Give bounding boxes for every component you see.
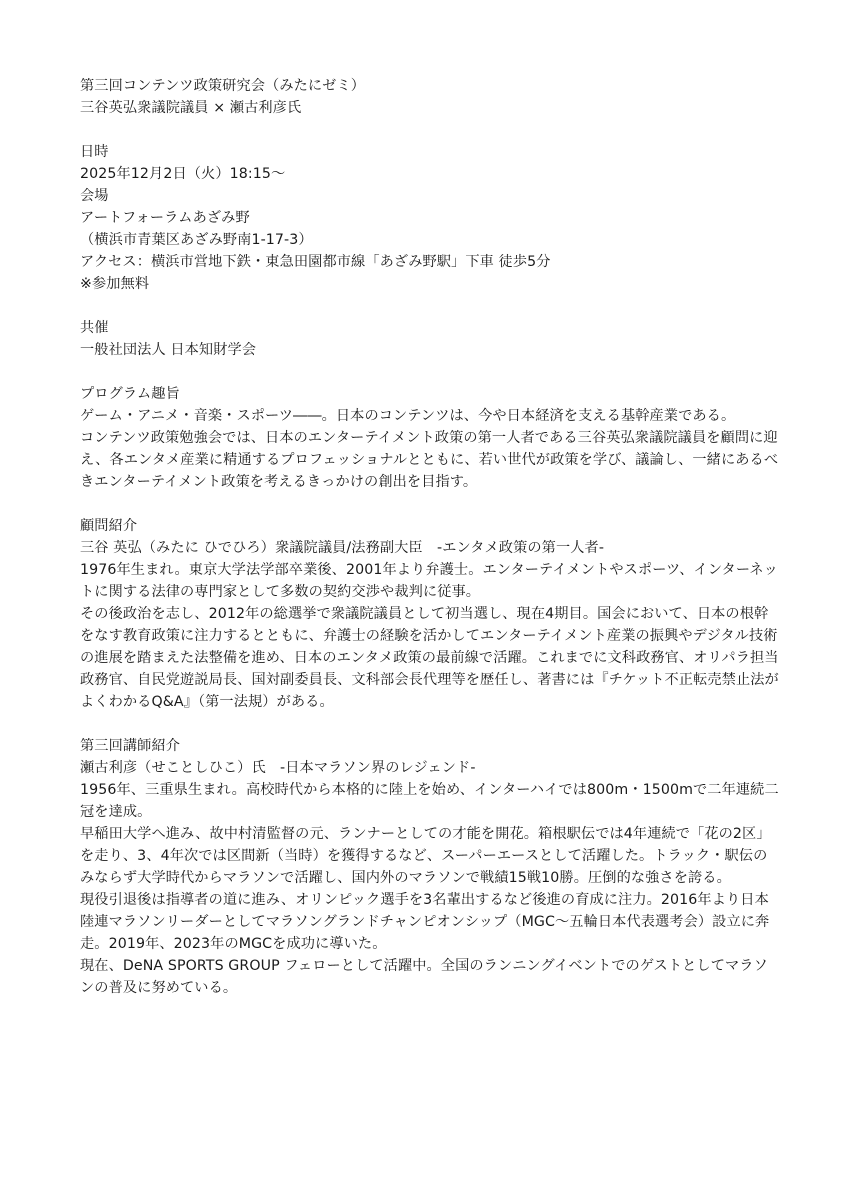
lecturer-bio-3: 現役引退後は指導者の道に進み、オリンピック選手を3名輩出するなど後進の育成に注力。2016年より日本陸連マラソンリーダーとしてマラソングランドチャンピオンシップ（MGC〜五輪日本代表選考会）設立に奔走。2019年、2023年のMGCを成功に導いた。 — [80, 892, 770, 952]
advisor-bio-1: 1976年生まれ。東京大学法学部卒業後、2001年より弁護士。エンターテイメントやスポーツ、インターネットに関する法律の専門家として多数の契約交渉や裁判に従事。 — [80, 562, 778, 600]
spacer — [80, 119, 780, 141]
advisor-bio-2: その後政治を志し、2012年の総選挙で衆議院議員として初当選し、現在4期目。国会において、日本の根幹をなす教育政策に注力するとともに、弁護士の経験を活かしてエンターテイメント産業の振興やデジタル技術の進展を踏まえた法整備を進め、日本のエンタメ政策の最前線で活躍。これまでに文科政務官、オリパラ担当政務官、自民党遊説局長、国対副委員長、文科部会長代理等を歴任し、著書には『チケット不正転売禁止法がよくわかるQ&A』（第一法規）がある。 — [80, 606, 779, 710]
venue-heading: 会場 — [80, 188, 109, 204]
spacer — [80, 713, 780, 735]
venue-address: （横浜市青葉区あざみ野南1-17-3） — [80, 232, 313, 248]
spacer — [80, 295, 780, 317]
cosponsor-heading: 共催 — [80, 320, 109, 336]
lecturer-bio-2: 早稲田大学へ進み、故中村清監督の元、ランナーとしての才能を開花。箱根駅伝では4年連続で「花の2区」を走り、3、4年次では区間新（当時）を獲得するなど、スーパーエースとして活躍した。トラック・駅伝のみならず大学時代からマラソンで活躍し、国内外のマラソンで戦績15戦10勝。圧倒的な強さを誇る。 — [80, 826, 771, 886]
date-heading: 日時 — [80, 144, 109, 160]
document-subtitle: 三谷英弘衆議院議員 × 瀬古利彦氏 — [80, 100, 302, 116]
lecturer-bio-4: 現在、DeNA SPORTS GROUP フェローとして活躍中。全国のランニングイベントでのゲストとしてマラソンの普及に努めている。 — [80, 958, 768, 996]
date-value: 2025年12月2日（火）18:15〜 — [80, 166, 286, 182]
cosponsor-name: 一般社団法人 日本知財学会 — [80, 342, 257, 358]
program-lead: ゲーム・アニメ・音楽・スポーツ――。日本のコンテンツは、今や日本経済を支える基幹産業である。 — [80, 408, 736, 424]
lecturer-heading: 第三回講師紹介 — [80, 738, 181, 754]
lecturer-name: 瀬古利彦（せことしひこ）氏 -日本マラソン界のレジェンド- — [80, 760, 476, 776]
fee-note: ※参加無料 — [80, 276, 150, 292]
advisor-name: 三谷 英弘（みたに ひでひろ）衆議院議員/法務副大臣 -エンタメ政策の第一人者- — [80, 540, 605, 556]
document-title: 第三回コンテンツ政策研究会（みたにゼミ） — [80, 78, 366, 94]
advisor-heading: 顧問紹介 — [80, 518, 138, 534]
program-heading: プログラム趣旨 — [80, 386, 180, 402]
program-body: コンテンツ政策勉強会では、日本のエンターテイメント政策の第一人者である三谷英弘衆議院議員を顧問に迎え、各エンタメ産業に精通するプロフェッショナルとともに、若い世代が政策を学び、議論し、一緒にあるべきエンターテイメント政策を考えるきっかけの創出を目指す。 — [80, 430, 779, 490]
venue-name: アートフォーラムあざみ野 — [80, 210, 250, 226]
spacer — [80, 493, 780, 515]
lecturer-bio-1: 1956年、三重県生まれ。高校時代から本格的に陸上を始め、インターハイでは800m・1500mで二年連続二冠を達成。 — [80, 782, 779, 820]
spacer — [80, 361, 780, 383]
document-page — [80, 75, 780, 999]
access-info: アクセス：横浜市営地下鉄・東急田園都市線「あざみ野駅」下車 徒歩5分 — [80, 254, 551, 270]
